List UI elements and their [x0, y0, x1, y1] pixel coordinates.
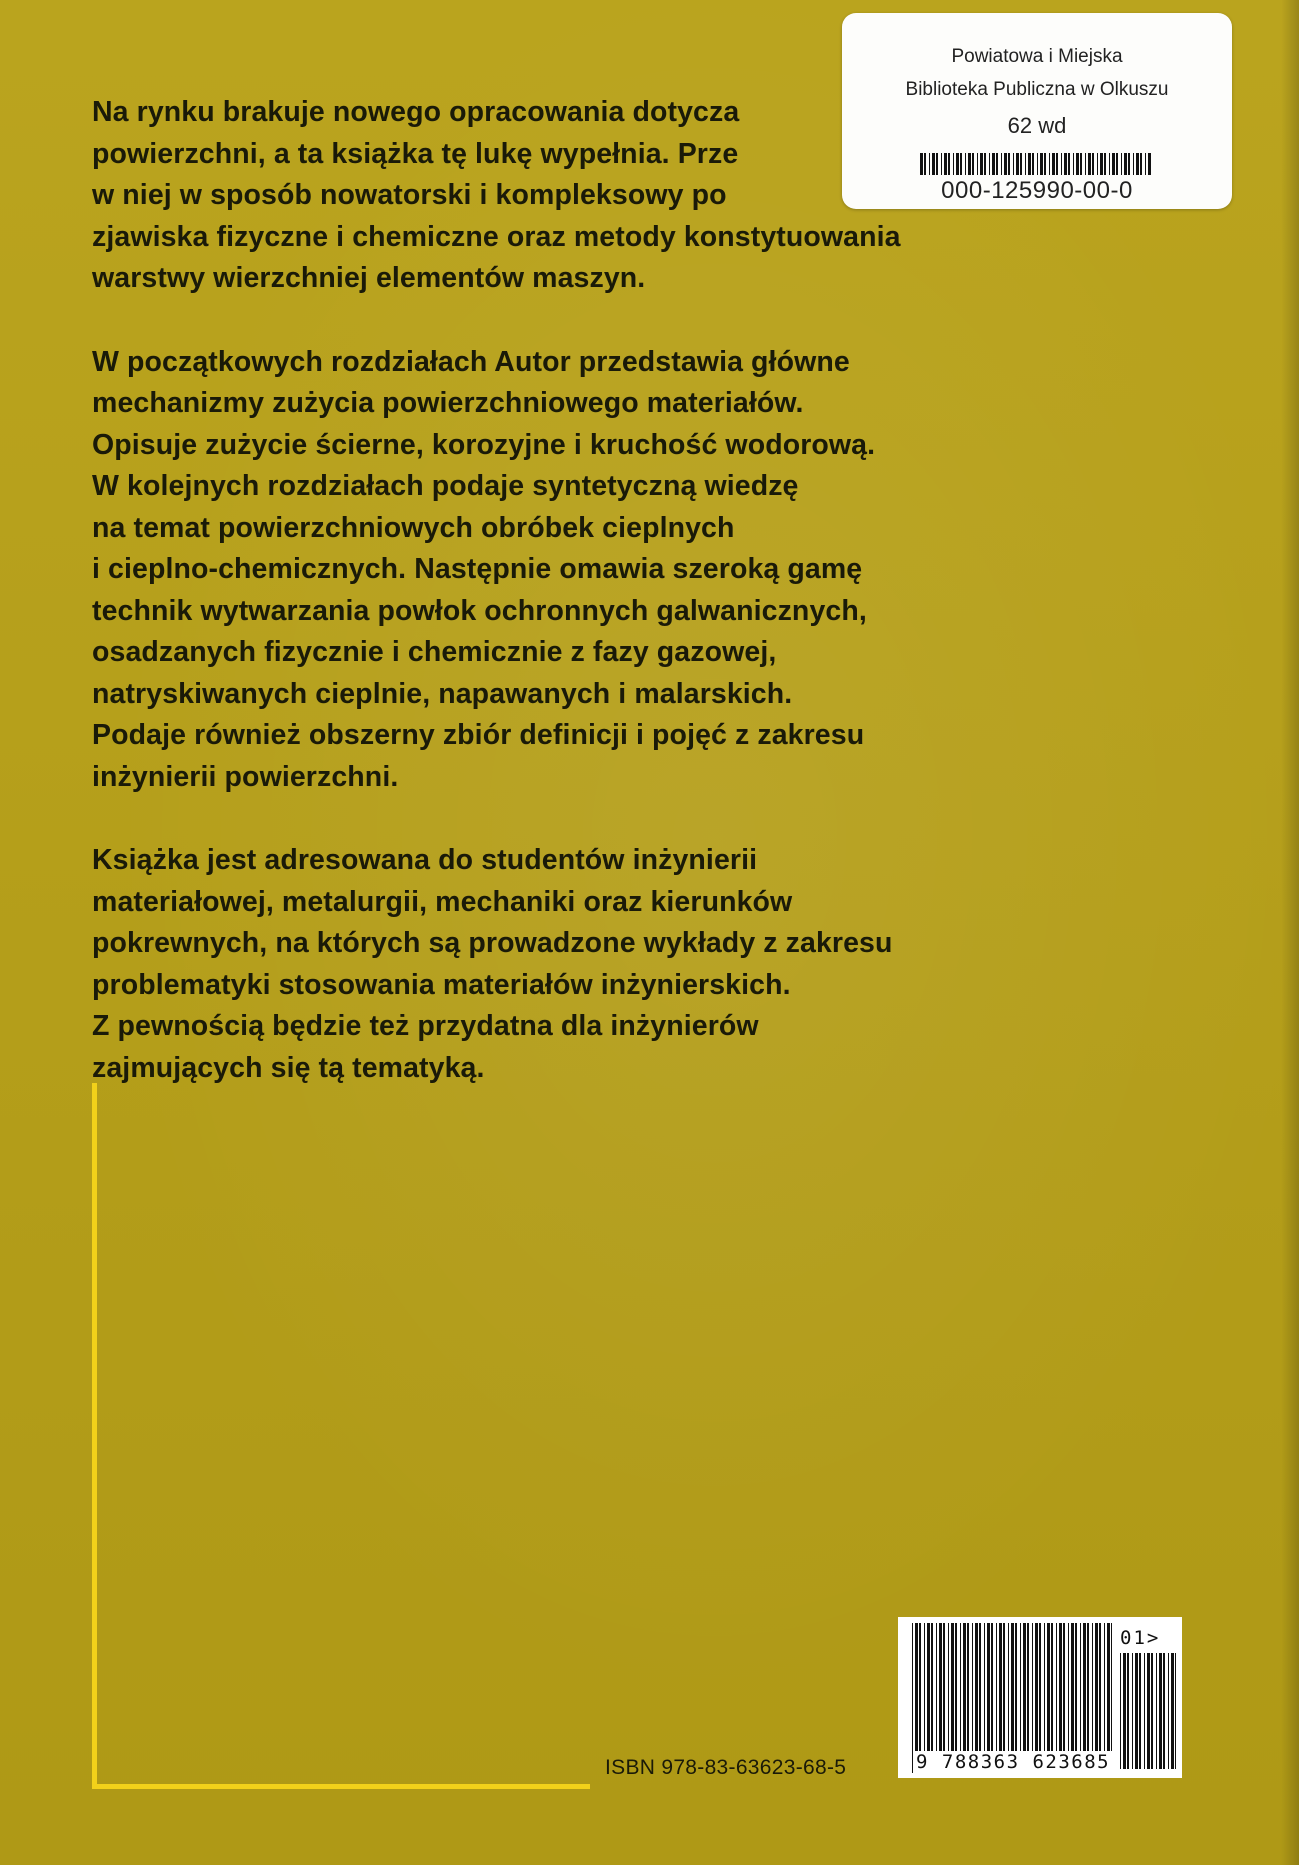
- text-line: Książka jest adresowana do studentów inżynierii: [92, 844, 758, 876]
- text-line: zajmujących się tą tematyką.: [92, 1051, 485, 1084]
- text-line: pokrewnych, na których są prowadzone wykłady z zakresu: [92, 927, 893, 959]
- barcode-addon: 01>: [1120, 1627, 1161, 1649]
- text-line: i cieplno-chemicznych. Następnie omawia szeroką gamę: [92, 553, 863, 585]
- text-line: W początkowych rozdziałach Autor przedstawia główne: [92, 345, 850, 378]
- text-line: materiałowej, metalurgii, mechaniki oraz kierunków: [92, 885, 793, 918]
- text-line: natryskiwanych cieplnie, napawanych i malarskich.: [92, 677, 793, 710]
- frame-line-vertical: [92, 1083, 97, 1789]
- text-line: Na rynku brakuje nowego opracowania dotycza: [92, 96, 740, 128]
- text-line: w niej w sposób nowatorski i kompleksowy po: [92, 179, 727, 211]
- text-line: mechanizmy zużycia powierzchniowego materiałów.: [92, 387, 804, 419]
- text-line: problematyki stosowania materiałów inżynierskich.: [92, 968, 791, 1001]
- library-name-line2: Biblioteka Publiczna w Olkuszu: [905, 79, 1169, 100]
- library-barcode-icon: [920, 153, 1152, 175]
- shelf-mark: 62 wd: [1007, 113, 1067, 138]
- text-line: technik wytwarzania powłok ochronnych galwanicznych,: [92, 594, 867, 627]
- text-line: Opisuje zużycie ścierne, korozyjne i kruchość wodorową.: [92, 428, 876, 461]
- paragraph-3: [92, 840, 1092, 1089]
- text-line: Z pewnością będzie też przydatna dla inżynierów: [92, 1010, 759, 1042]
- text-line: W kolejnych rozdziałach podaje syntetyczną wiedzę: [92, 470, 799, 502]
- isbn-text: ISBN 978-83-63623-68-5: [605, 1756, 847, 1779]
- library-name-line1: Powiatowa i Miejska: [951, 46, 1123, 67]
- paragraph-2: [92, 342, 1092, 799]
- text-line: inżynierii powierzchni.: [92, 760, 399, 793]
- text-line: osadzanych fizycznie i chemicznie z fazy gazowej,: [92, 636, 777, 668]
- text-line: na temat powierzchniowych obróbek cieplnych: [92, 511, 735, 544]
- text-line: powierzchni, a ta książka tę lukę wypełnia. Prze: [92, 137, 739, 170]
- library-code: 000-125990-00-0: [941, 177, 1133, 204]
- blurb-text: [92, 92, 1092, 1131]
- page-edge-shadow: [1281, 0, 1299, 1865]
- frame-line-horizontal: [92, 1784, 590, 1789]
- text-line: zjawiska fizyczne i chemiczne oraz metody konstytuowania: [92, 220, 901, 253]
- text-line: warstwy wierzchniej elementów maszyn.: [92, 262, 646, 294]
- barcode-digits: 9 788363 623685: [916, 1751, 1111, 1773]
- isbn-barcode: [898, 1617, 1182, 1778]
- text-line: Podaje również obszerny zbiór definicji i pojęć z zakresu: [92, 719, 865, 751]
- library-sticker: [842, 13, 1232, 209]
